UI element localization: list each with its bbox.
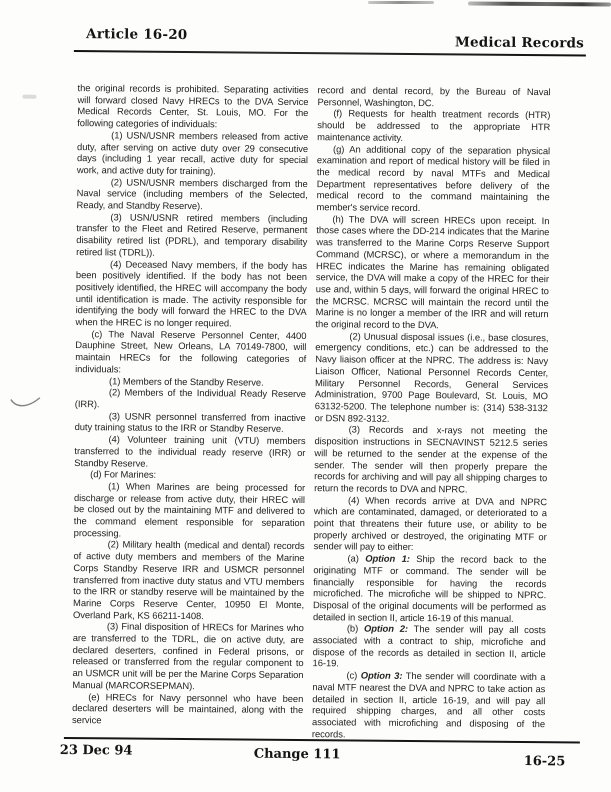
paragraph: (2) USN/USNR members discharged from the Naval service (including members of the Selected, Ready, and Standby Reserve). [76,175,308,212]
scan-smudge-artifact [22,95,36,99]
paragraph: (2) Members of the Individual Ready Reserve (IRR). [74,386,306,410]
paragraph: (4) Volunteer training unit (VTU) members transferred to the individual ready reserve (IRR) or Standby Reserve. [74,433,306,469]
paragraph: the original records is prohibited. Separating activities will forward closed Navy HRECs to the DVA Service Medical Records Center, St. Louis, MO. For the following categories of individuals: [77,82,309,130]
paragraph: (c) Option 3: The sender will coordinate with a naval MTF nearest the DVA and NPRC to take action as detailed in section II, article 16-19, and will pay all required shipping charges, and all other costs associated with microfiching and disposing of the records. [311,669,546,740]
paragraph: (c) The Naval Reserve Personnel Center, 4400 Dauphine Street, New Orleans, LA 70149-7800, will maintain HRECs for the following categories of individuals: [75,327,307,375]
footer-date: 23 Dec 94 [59,742,133,759]
paragraph: (1) USN/USNR members released from active duty, after serving on active duty over 29 consecutive days (including 1 year recall, active duty for special work, and active duty for training). [76,129,309,177]
paragraph: (g) An additional copy of the separation physical examination and report of medical history will be filed in the medical record by naval MTFs and Medical Department representatives before delivery of the medical record to the command maintaining the member's service record. [316,142,551,214]
paragraph: (4) Deceased Navy members, if the body has been positively identified. If the body has not been positively identified, the HREC will accompany the body until identification is made. The activity responsible for identifying the body will forward the HREC to the DVA when the HREC is no longer required. [75,257,308,329]
option-label: Option 1: [365,552,410,565]
paragraph: (2) Military health (medical and dental) records of active duty members and members of the Marine Corps Standby Reserve IRR and USMCR personnel transferred from inactive duty status and VTU members to the IRR or standby reserve will be maintained by the Marine Corps Reserve Center, 10950 El Monte, Overland Park, KS 66211-1408. [72,538,305,621]
pen-squiggle-artifact [5,392,47,414]
paragraph: (a) Option 1: Ship the record back to the originating MTF or command. The sender will be financially responsible for having the records microfiched. The microfiche will be shipped to NPRC. Disposal of the original documents will be performed as detailed in section II, article 16-19 of this manual. [312,552,547,624]
footer-change-number: Change 111 [253,746,341,763]
paragraph: (3) USN/USNR retired members (including transfer to the Fleet and Retired Reserve, permanent disability retired list (PDRL), and temporary disability retired list (TDRL)). [76,211,308,258]
paragraph: (1) Members of the Standby Reserve. [108,374,264,388]
paragraph: (h) The DVA will screen HRECs upon receipt. In those cases where the DD-214 indicates that the Marine was transferred to the Marine Corps Reserve Support Command (MCRSC), or where a memorandum in the HREC indicates the Marine has remaining obligated service, the DVA will make a copy of the HREC for their use and, within 5 days, will forward the original HREC to the MCRSC. MCRSC will maintain the record until the Marine is no longer a member of the IRR and will return the original record to the DVA. [315,213,550,331]
option-label: Option 3: [360,669,403,682]
right-column [312,84,551,741]
option-label: Option 2: [363,622,409,635]
paragraph: record and dental record, by the Bureau of Naval Personnel, Washington, DC. [317,84,551,108]
header-rule [74,50,586,57]
paragraph: (4) When records arrive at DVA and NPRC which are contaminated, damaged, or deteriorated to a point that threatens their future use, or ability to be properly archived or destroyed, the originating MTF or sender will pay to either: [313,494,548,553]
footer-page-number: 16-25 [523,753,566,770]
left-column [72,82,309,728]
paragraph: (d) For Marines: [90,468,157,480]
paragraph: (e) HRECs for Navy personnel who have been declared deserters will be maintained, along with the service [72,690,304,726]
header-section-title: Medical Records [454,34,585,52]
paragraph: (1) When Marines are being processed for discharge or release from active duty, their HREC will be closed out by the maintaining MTF and delivered to the command element responsible for separation processing. [73,480,306,539]
header-article-number: Article 16-20 [85,26,188,44]
paragraph: (3) Final disposition of HRECs for Marines who are transferred to the TDRL, die on active duty, are declared deserters, confined in Federal prisons, or released or transferred from the regular component to an USMCR unit will be per the Marine Corps Separation Manual (MARCORSEPMAN). [72,620,304,691]
paragraph: (f) Requests for health treatment records (HTR) should be addressed to the appropriate HTR maintenance activity. [317,107,551,143]
paragraph: (b) Option 2: The sender will pay all costs associated with a contract to ship, microfiche and dispose of the records as detailed in section II, article 16-19. [312,622,546,669]
paragraph: (3) Records and x-rays not meeting the disposition instructions in SECNAVINST 5212.5 series will be returned to the sender at the expense of the sender. The sender will then properly prepare the records for archiving and will pay all shipping charges to return the records to DVA and NPRC. [314,423,548,495]
paragraph: (3) USNR personnel transferred from inactive duty training status to the IRR or Standby Reserve. [74,410,306,435]
paragraph: (2) Unusual disposal issues (i.e., base closures, emergency conditions, etc.) can be addressed to the Navy liaison officer at the NPRC. The address is: Navy Liaison Officer, National Personnel Records Center, Military Personnel Records, General Services Administration, 9700 Page Boulevard, St. Louis, MO 63132-5200. The telephone number is: (314) 538-3132 or DSN 892-3132. [314,330,549,424]
